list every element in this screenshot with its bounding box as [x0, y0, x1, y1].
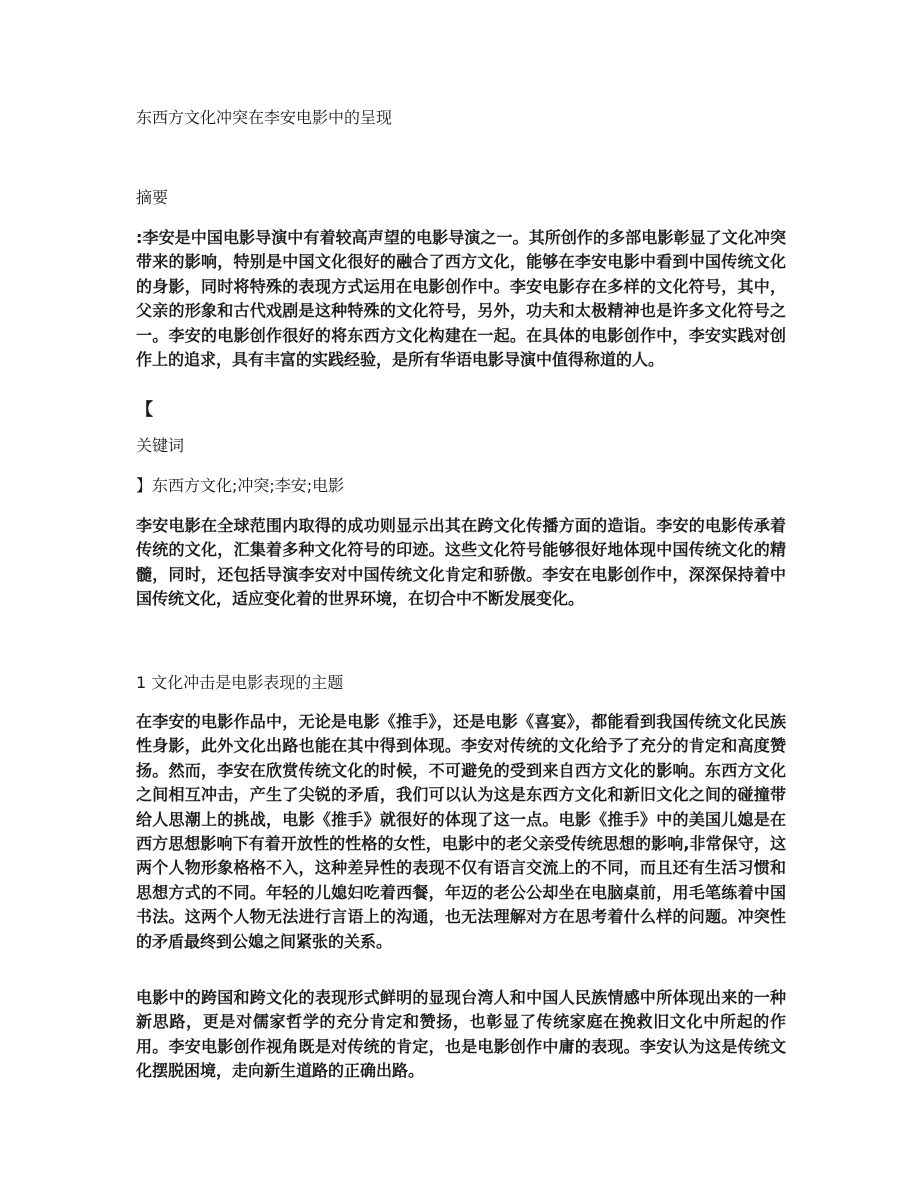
keywords-heading: 关键词: [136, 436, 185, 455]
document-title: 东西方文化冲突在李安电影中的呈现: [136, 108, 393, 127]
section1-paragraph-2: 电影中的跨国和跨文化的表现形式鲜明的显现台湾人和中国人民族情感中所体现出来的一种新思路，更是对儒家哲学的充分肯定和赞扬，也彰显了传统家庭在挽救旧文化中所起的作用。李安电影创作视角既是对传统的肯定，也是电影创作中庸的表现。李安认为这是传统文化摆脱困境，走向新生道路的正确出路。: [136, 988, 786, 1081]
keywords-list: 】东西方文化;冲突;李安;电影: [136, 476, 345, 495]
keywords-open-bracket: 【: [136, 400, 153, 420]
intro-paragraph: 李安电影在全球范围内取得的成功则显示出其在跨文化传播方面的造诣。李安的电影传承着传统的文化，汇集着多种文化符号的印迹。这些文化符号能够很好地体现中国传统文化的精髓，同时，还包括导演李安对中国传统文化肯定和骄傲。李安在电影创作中，深深保持着中国传统文化，适应变化着的世界环境，在切合中不断发展变化。: [136, 516, 786, 609]
section1-heading: 1 文化冲击是电影表现的主题: [136, 673, 344, 692]
abstract-paragraph: :李安是中国电影导演中有着较高声望的电影导演之一。其所创作的多部电影彰显了文化冲突带来的影响，特别是中国文化很好的融合了西方文化，能够在李安电影中看到中国传统文化的身影，同时将特殊的表现方式运用在电影创作中。李安电影存在多样的文化符号，其中，父亲的形象和古代戏剧是这种特殊的文化符号，另外，功夫和太极精神也是许多文化符号之一。李安的电影创作很好的将东西方文化构建在一起。在具体的电影创作中，李安实践对创作上的追求，具有丰富的实践经验，是所有华语电影导演中值得称道的人。: [136, 228, 786, 370]
abstract-heading: 摘要: [136, 188, 169, 207]
section1-paragraph-1: 在李安的电影作品中，无论是电影《推手》，还是电影《喜宴》，都能看到我国传统文化民族性身影，此外文化出路也能在其中得到体现。李安对传统的文化给予了充分的肯定和高度赞扬。然而，李安在欣赏传统文化的时候，不可避免的受到来自西方文化的影响。东西方文化之间相互冲击，产生了尖锐的矛盾，我们可以认为这是东西方文化和新旧文化之间的碰撞带给人思潮上的挑战，电影《推手》就很好的体现了这一点。电影《推手》中的美国儿媳是在西方思想影响下有着开放性的性格的女性，电影中的老父亲受传统思想的影响,非常保守，这两个人物形象格格不入，这种差异性的表现不仅有语言交流上的不同，而且还有生活习惯和思想方式的不同。年轻的儿媳妇吃着西餐，年迈的老公公却坐在电脑桌前，用毛笔练着中国书法。这两个人物无法进行言语上的沟通，也无法理解对方在思考着什么样的问题。冲突性的矛盾最终到公媳之间紧张的关系。: [136, 712, 786, 951]
